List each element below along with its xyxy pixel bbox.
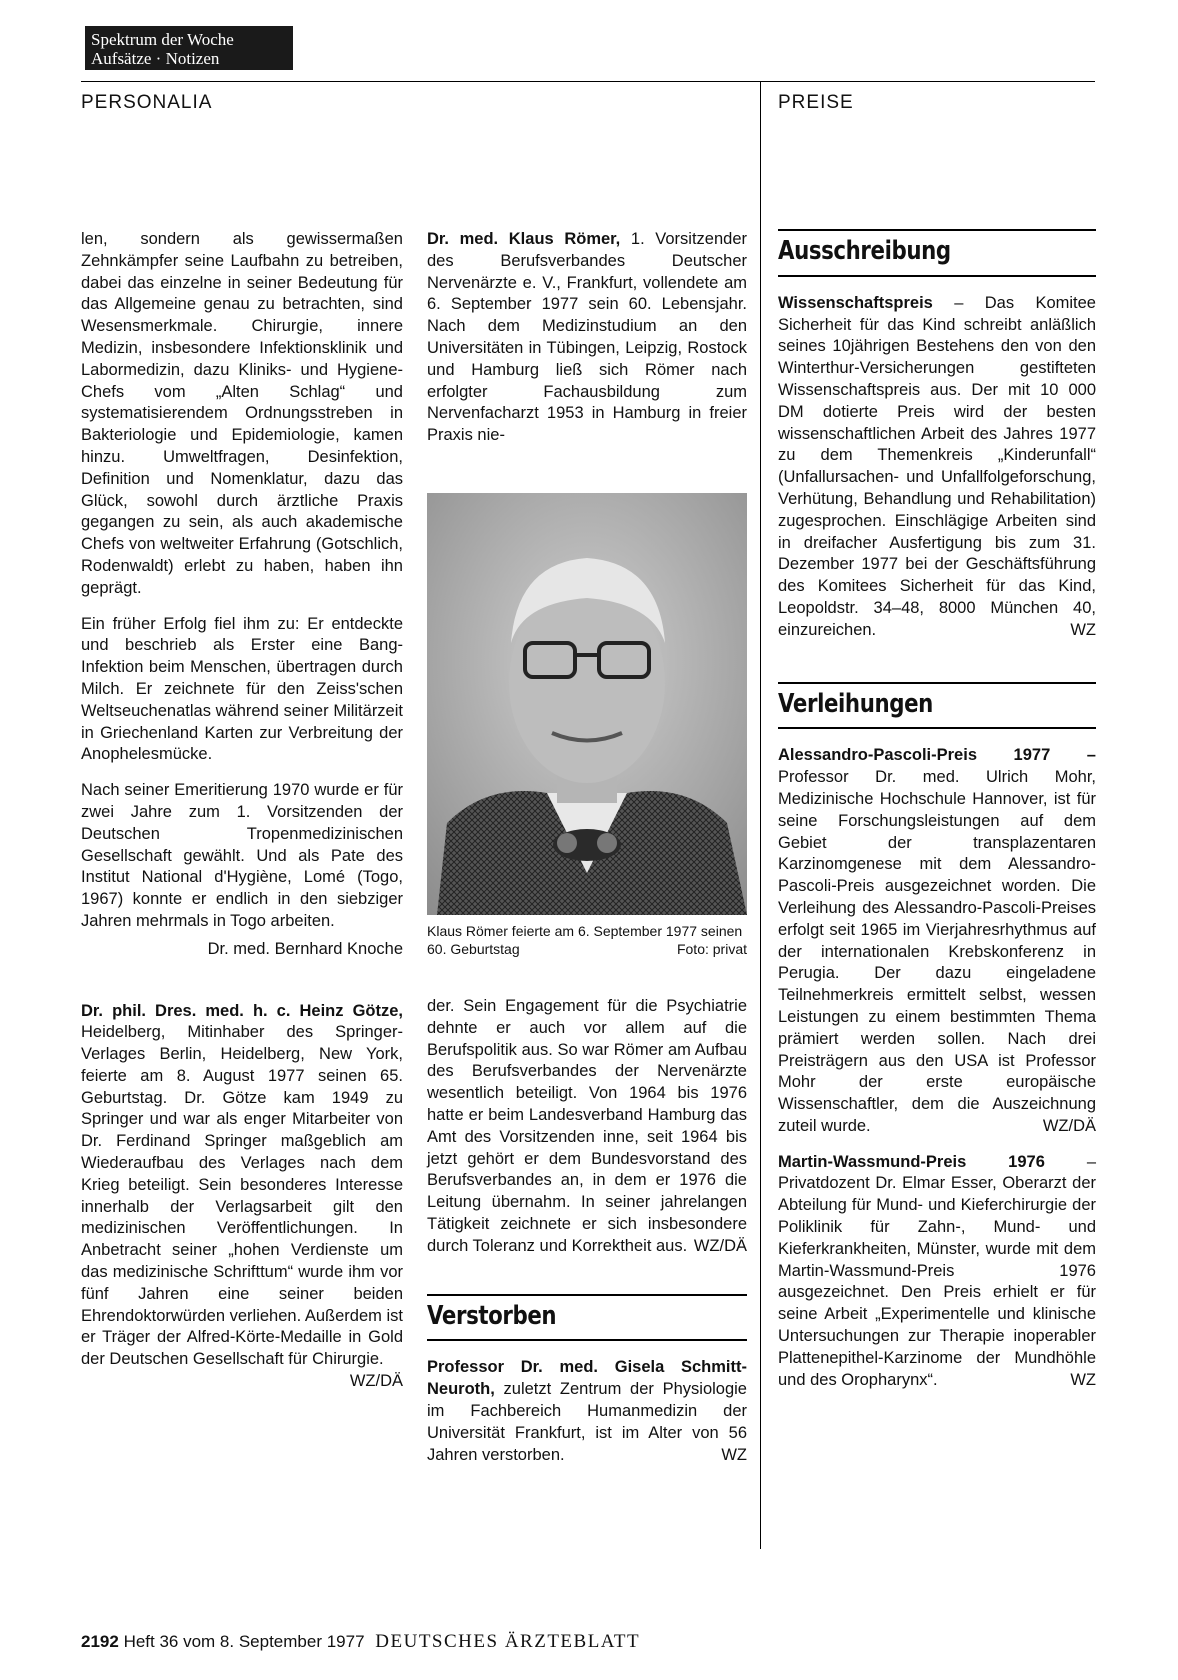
prize-name: Alessandro-Pascoli-Preis 1977 – [778, 746, 1096, 765]
photo-caption [427, 922, 747, 958]
photo-credit: Foto: privat [676, 941, 747, 957]
section-rule [427, 1339, 747, 1341]
initials: WZ [721, 1445, 747, 1464]
article-text: – Privatdozent Dr. Elmar Esser, Oberarzt der Abteilung für Mund- und Kieferchirurgie der Poliklinik für Zahn-, Mund- und Kieferkrankheiten, Münster, wurde mit dem Martin-Wassmund-Preis 1976 ausgezeichnet. Den Preis erhielt er für seine Arbeit „Experimentelle und klinische Untersuchungen zur Therapie inoperabler Plattenepithel-Karzinome der Mundhöhle und des Oropharynx“. [778, 1152, 1096, 1389]
paragraph: len, sondern als gewissermaßen Zehnkämpfer seine Laufbahn zu betreiben, dabei das einzelne in seiner Bedeutung für das Allgemeine genau zu betrachten, sind Wesensmerkmale. Chirurgie, innere Medizin, insbesondere Infektionsklinik und Labormedizin, dazu Kliniks- und Hygiene-Chefs vom „Alten Schlag“ und systematisierendem Ordnungsstreben in Bakteriologie und Epidemiologie, kamen hinzu. Umweltfragen, Desinfektion, Definition und Nomenklatur, dazu das Glück, sowohl durch ärztliche Praxis gegangen zu sein, als auch akademische Chefs von weltweiter Erfahrung (Gotschlich, Rodenwaldt) erlebt zu haben, haben ihn geprägt. [81, 230, 403, 597]
badge-line-2: Aufsätze · Notizen [91, 49, 220, 68]
badge-line-1: Spektrum der Woche [91, 30, 234, 49]
article-text: der. Sein Engagement für die Psychiatrie dehnte er auch vor allem auf die Berufspolitik aus. So war Römer am Aufbau des Berufsverbandes der Nervenärzte wesentlich beteiligt. Von 1964 bis 1976 hatte er beim Landesverband Hamburg das Amt des Vorsitzenden inne, seit 1964 bis jetzt gehört er dem Bundesvorstand des Berufsverbandes an, in dem er 1976 die Leitung übernahm. In seiner jahrelangen Tätigkeit zeichnete er sich insbesondere durch Toleranz und Korrektheit aus. [427, 997, 747, 1255]
paragraph: Ein früher Erfolg fiel ihm zu: Er entdeckte und beschrieb als Erster eine Bang-Infektion beim Menschen, übertragen durch Milch. Er zeichnete für den Zeiss'schen Weltseuchenatlas während seiner Militärzeit in Griechenland Karten zur Verbreitung der Anophelesmücke. [81, 614, 403, 764]
article-text: zuletzt Zentrum der Physiologie im Fachbereich Humanmedizin der Universität Frankfurt, ist im Alter von 56 Jahren verstorben. [427, 1380, 747, 1464]
initials: WZ/DÄ [1042, 1116, 1096, 1135]
column-2-top [427, 229, 747, 461]
section-rule [427, 1294, 747, 1296]
prize-name: Martin-Wassmund-Preis 1976 [778, 1152, 1045, 1171]
journal-name: DEUTSCHES ÄRZTEBLATT [375, 1631, 641, 1652]
person-name: Dr. phil. Dres. med. h. c. Heinz Götze, [81, 1001, 403, 1020]
article-text: – Das Komitee Sicherheit für das Kind schreibt anläßlich seines 10jährigen Bestehens den von den Winterthur-Versicherungen gestifteten Wissenschaftspreis aus. Der mit 10 000 DM dotierte Preis wird der besten wissenschaftlichen Arbeit des Jahres 1977 zu dem Themenkreis „Kinderunfall“ (Unfallursachen- und Unfallfolgeforschung, Verhütung, Behandlung und Rehabilitation) zugesprochen. Einschlägige Arbeiten sind in dreifacher Ausfertigung bis zum 31. Dezember 1977 bei der Geschäftsführung des Komitees Sicherheit für das Kind, Leopoldstr. 34–48, 8000 München 40, einzureichen. [778, 293, 1096, 639]
portrait-image [427, 493, 747, 915]
section-badge [85, 26, 293, 70]
prize-name: Wissenschaftspreis [778, 293, 933, 312]
issue-info: Heft 36 vom 8. September 1977 [123, 1632, 365, 1651]
initials: WZ [1070, 620, 1096, 639]
paragraph: Nach seiner Emeritierung 1970 wurde er für zwei Jahre zum 1. Vorsitzenden der Deutschen Tropenmedizinischen Gesellschaft gewählt. Und als Pate des Institut National d'Hygiène, Lomé (Togo, 1967) konnte er endlich in den siebziger Jahren mehrmals in Togo arbeiten. [81, 781, 403, 930]
section-preise: PREISE [778, 92, 854, 113]
heading-verstorben: Verstorben [427, 1300, 557, 1331]
column-2-bottom [427, 996, 747, 1480]
initials: WZ/DÄ [349, 1372, 403, 1391]
article-goetze [81, 1001, 403, 1393]
page-number: 2192 [81, 1632, 119, 1651]
author-signature: Dr. med. Bernhard Knoche [207, 939, 403, 958]
heading-ausschreibung: Ausschreibung [778, 236, 951, 266]
section-rule [778, 275, 1096, 277]
initials: WZ/DÄ [693, 1236, 747, 1255]
section-rule [778, 682, 1096, 684]
page-footer [81, 1631, 640, 1653]
person-name: Dr. med. Klaus Römer, [427, 230, 621, 248]
article-pascoli [778, 745, 1096, 1137]
section-rule [778, 229, 1096, 231]
section-personalia: PERSONALIA [81, 92, 213, 113]
column-3 [778, 229, 1096, 1405]
article-wissenschaftspreis [778, 293, 1096, 642]
article-schmitt [427, 1357, 747, 1466]
article-wassmund [778, 1152, 1096, 1392]
person-name: Professor Dr. med. Gisela Schmitt-Neuroth, [427, 1358, 747, 1399]
article-text: Heidelberg, Mitinhaber des Springer-Verlages Berlin, Heidelberg, New York, feierte am 8. August 1977 seinen 65. Geburtstag. Dr. Götze kam 1949 zu Springer und war als enger Mitarbeiter von Dr. Ferdinand Springer maßgeblich am Wiederaufbau des Verlages nach dem Krieg beteiligt. Sein besonderes Interesse innerhalb der Verlagsarbeit gilt den medizinischen Veröffentlichungen. In Anbetracht seiner „hohen Verdienste um das medizinische Schrifttum“ wurde ihm vor fünf Jahren eine seiner beiden Ehrendoktorwürden verliehen. Außerdem ist er Träger der Alfred-Körte-Medaille in Gold der Deutschen Gesellschaft für Chirurgie. [81, 1023, 403, 1369]
top-rule [81, 81, 1095, 82]
caption-text: Klaus Römer feierte am 6. September 1977 seinen 60. Geburtstag [427, 923, 743, 957]
initials: WZ [1070, 1370, 1096, 1389]
article-text: Professor Dr. med. Ulrich Mohr, Medizinische Hochschule Hannover, ist für seine Forschungsleistungen auf dem Gebiet der transplazentaren Karzinomgenese mit dem Alessandro-Pascoli-Preis ausgezeichnet worden. Die Verleihung des Alessandro-Pascoli-Preises erfolgt seit 1965 im Vierjahresrhythmus auf der internationalen Krebskonferenz in Perugia. Der dazu eingeladene Teilnehmerkreis ermittelt selbst, wessen Leistungen zu einem bestimmten Thema prämiert werden sollen. Nach drei Preisträgern aus den USA ist Professor Mohr der erste europäische Wissenschaftler, dem die Auszeichnung zuteil wurde. [778, 768, 1096, 1135]
article-roemer-continued [427, 996, 747, 1258]
article-text: 1. Vorsitzender des Berufsverbandes Deutscher Nervenärzte e. V., Frankfurt, vollendete am 6. September 1977 sein 60. Lebensjahr. Nach dem Medizinstudium an den Universitäten in Tübingen, Leipzig, Rostock und Hamburg ließ sich Römer nach erfolgter Fachausbildung zum Nervenfacharzt 1953 in Hamburg in freier Praxis nie- [427, 230, 747, 445]
portrait-photo [427, 493, 747, 915]
heading-verleihungen: Verleihungen [778, 688, 933, 719]
column-divider [760, 81, 761, 1549]
column-1 [81, 229, 403, 1407]
article-roemer [427, 229, 747, 447]
section-rule [778, 727, 1096, 729]
